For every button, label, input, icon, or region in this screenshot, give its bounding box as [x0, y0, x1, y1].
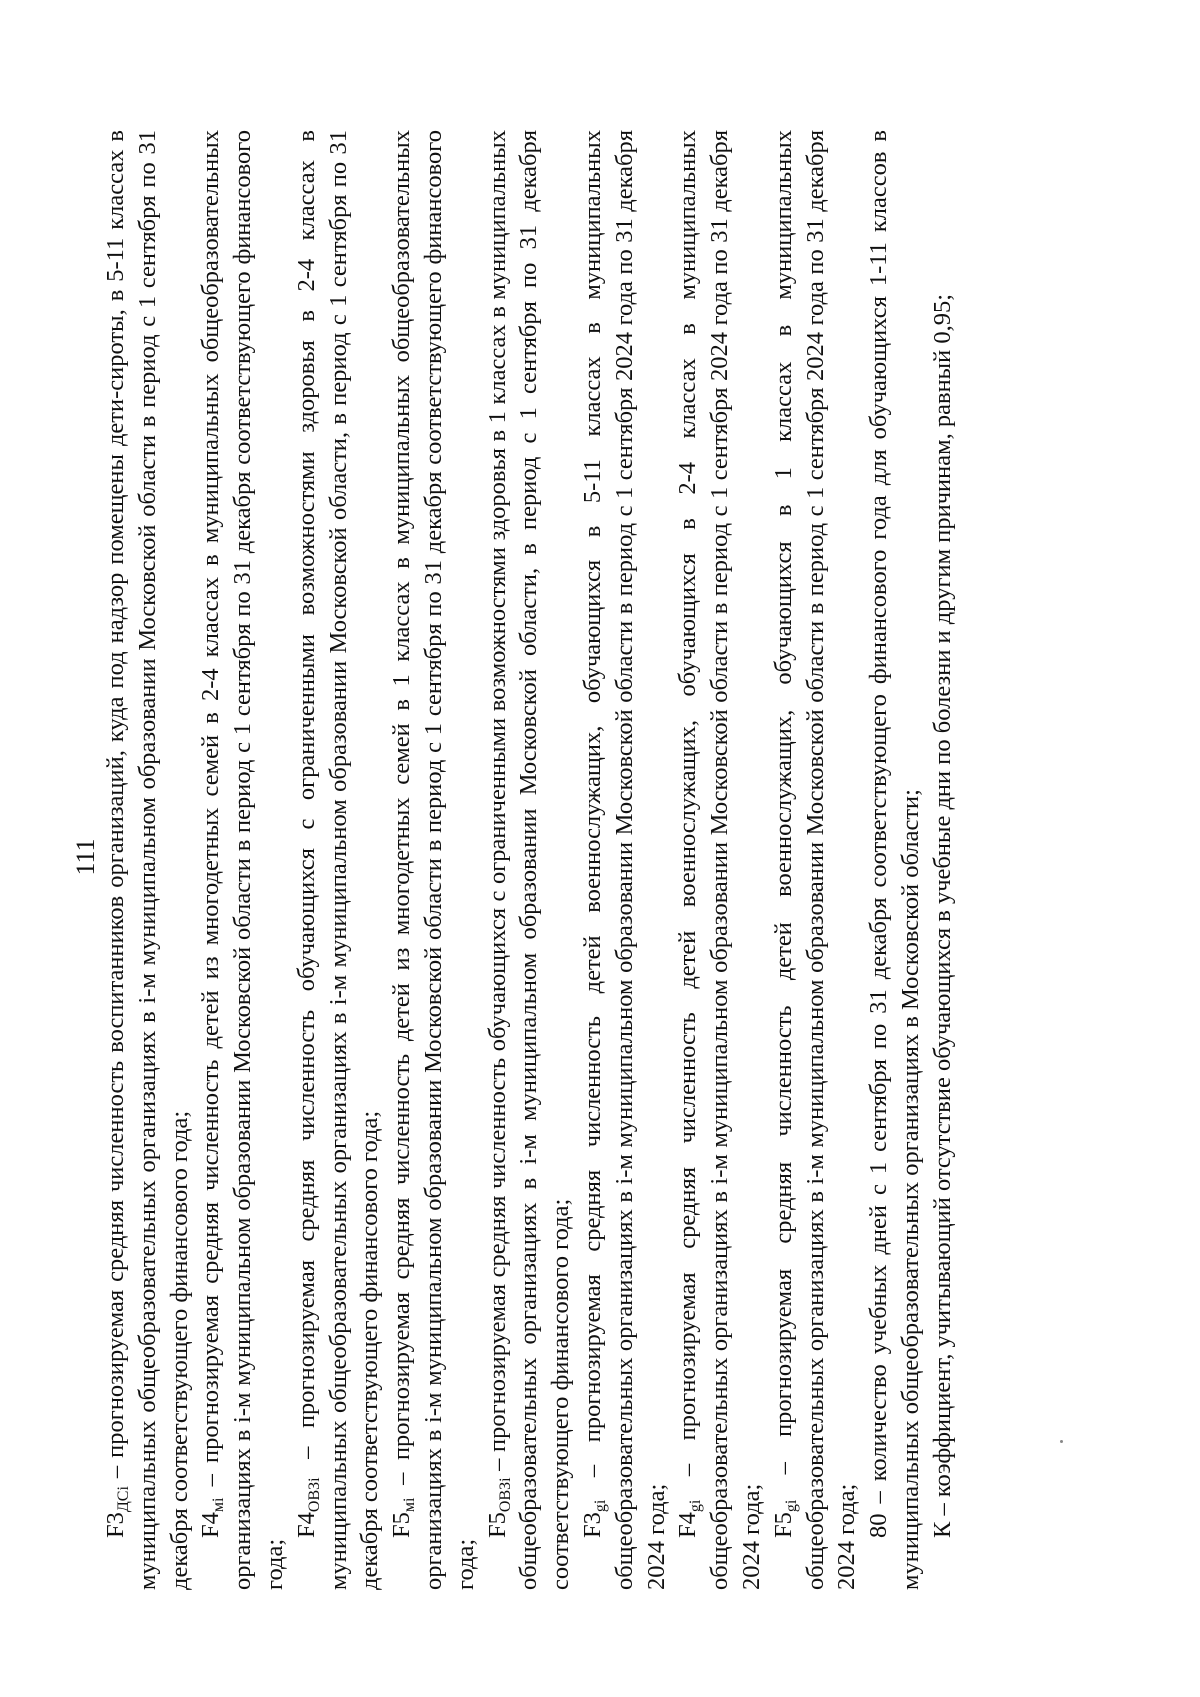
symbol: F5	[388, 1512, 416, 1538]
symbol-subscript: ОВЗi	[496, 1477, 514, 1513]
paragraph-text: – прогнозируемая средняя численность обучающихся с ограниченными возможностями здоровья в 1 классах в муниципальных общеобразовательных организациях в i-м муниципальном образовании Московской области, в период с 1 сентября по 31 декабря соответствующего финансового года;	[483, 130, 575, 1590]
paragraph-text: – прогнозируемая средняя численность воспитанников организаций, куда под надзор помещены дети-сироты, в 5-11 классах в муниципальных общеобразовательных организациях в i-м муниципальном образовании Московской области в период с 1 сентября по 31 декабря соответствующего финансового года;	[102, 130, 193, 1590]
symbol-subscript: мi	[401, 1497, 419, 1513]
symbol-subscript: gi	[782, 1499, 800, 1513]
paragraph-f4-gi	[672, 130, 767, 1590]
paragraph-80-days	[863, 130, 927, 1590]
symbol: F3	[102, 1512, 129, 1538]
paragraph-text: 80 – количество учебных дней с 1 сентября по 31 декабря соответствующего финансового года для обучающихся 1-11 классов в муниципальных общеобразовательных организациях в Московской области;	[865, 130, 924, 1590]
paragraph-text: – прогнозируемая средняя численность детей военнослужащих, обучающихся в 2-4 классах в муниципальных общеобразовательных организациях в i-м муниципальном образовании Московской области в период с 1 сентября 2024 года по 31 декабря 2024 года;	[674, 130, 765, 1590]
paragraph-f4-ovzi	[291, 130, 386, 1590]
paragraph-text: – прогнозируемая средняя численность детей военнослужащих, обучающихся в 1 классах в муниципальных общеобразовательных организациях в i-м муниципальном образовании Московской области в период с 1 сентября 2024 года по 31 декабря 2024 года;	[769, 130, 861, 1590]
symbol: F4	[197, 1512, 225, 1538]
symbol: F5	[483, 1512, 511, 1538]
paragraph-text: – прогнозируемая средняя численность детей военнослужащих, обучающихся в 5-11 классах в муниципальных общеобразовательных организациях в i-м муниципальном образовании Московской области в период с 1 сентября 2024 года по 31 декабря 2024 года;	[578, 130, 670, 1590]
symbol: F4	[674, 1512, 702, 1538]
page-number: 111	[71, 838, 100, 876]
symbol-subscript: мi	[210, 1497, 228, 1513]
paragraph-text: К – коэффициент, учитывающий отсутствие обучающихся в учебные дни по болезни и другим причинам, равный 0,95;	[928, 293, 956, 1538]
symbol-subscript: ДСi	[115, 1486, 132, 1513]
rotated-text-block	[100, 130, 980, 1590]
paragraph-f5-ovzi	[482, 130, 577, 1590]
paragraph-f5-gi	[768, 130, 863, 1590]
paragraph-text: – прогнозируемая средняя численность детей из многодетных семей в 1 классах в муниципальных общеобразовательных организациях в i-м муниципальном образовании Московской области в период с 1 сентября по 31 декабря соответствующего финансового года;	[388, 130, 479, 1590]
symbol-subscript: gi	[687, 1499, 705, 1513]
symbol: F4	[292, 1512, 320, 1538]
scan-artifact-dot	[1060, 1440, 1063, 1443]
paragraph-f3-gi	[577, 130, 672, 1590]
paragraph-text: – прогнозируемая средняя численность обучающихся с ограниченными возможностями здоровья в 2-4 классах в муниципальных общеобразовательных организациях в i-м муниципальном образовании Московской области, в период с 1 сентября по 31 декабря соответствующего финансового года;	[292, 130, 384, 1590]
paragraph-k-coefficient	[927, 130, 959, 1590]
paragraph-f3-dsi	[100, 130, 195, 1590]
paragraph-f4-mi	[195, 130, 290, 1590]
paragraph-text: – прогнозируемая средняя численность детей из многодетных семей в 2-4 классах в муниципальных общеобразовательных организациях в i-м муниципальном образовании Московской области в период с 1 сентября по 31 декабря соответствующего финансового года;	[197, 130, 288, 1590]
paragraph-f5-mi	[386, 130, 481, 1590]
symbol-subscript: ОВЗi	[305, 1477, 323, 1513]
symbol-subscript: gi	[591, 1499, 609, 1513]
symbol: F3	[578, 1512, 606, 1538]
symbol: F5	[769, 1512, 797, 1538]
